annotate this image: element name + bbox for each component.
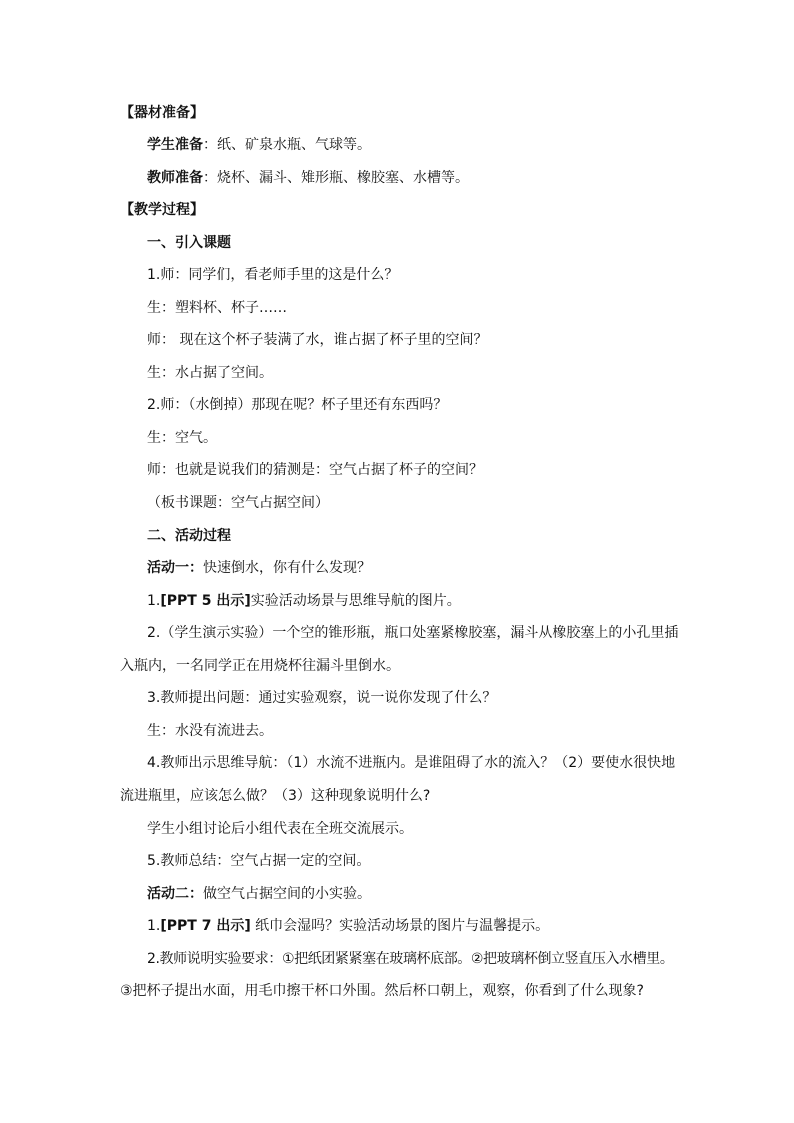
- part1-line: 生：空气。: [147, 430, 217, 446]
- a1-step1-line: [147, 591, 707, 611]
- a1-step2-line1: 2.（学生演示实验）一个空的锥形瓶，瓶口处塞紧橡胶塞，漏斗从橡胶塞上的小孔里插: [147, 625, 679, 641]
- student-prep-text: ：纸、矿泉水瓶、气球等。: [203, 137, 371, 153]
- activity2-line: [147, 884, 707, 904]
- part1-line: 师：也就是说我们的猜测是：空气占据了杯子的空间？: [147, 462, 483, 478]
- activity1-text: 快速倒水，你有什么发现？: [203, 560, 371, 576]
- part1-title: 一、引入课题: [147, 235, 231, 251]
- part1-line: 师： 现在这个杯子装满了水，谁占据了杯子里的空间？: [147, 332, 488, 348]
- activity1-line: [147, 558, 707, 578]
- a1-discuss: 学生小组讨论后小组代表在全班交流展示。: [147, 821, 413, 837]
- teacher-prep-line: [147, 168, 707, 188]
- part1-line: 生：塑料杯、杯子……: [147, 300, 287, 316]
- activity2-text: 做空气占据空间的小实验。: [203, 886, 371, 902]
- activity1-label: 活动一：: [147, 560, 203, 576]
- a1-step4-line2: 流进瓶里，应该怎么做？（3）这种现象说明什么?: [120, 788, 431, 804]
- a2-step2-line1: 2.教师说明实验要求：①把纸团紧紧塞在玻璃杯底部。②把玻璃杯倒立竖直压入水槽里。: [147, 951, 674, 967]
- a2-step1-line: [147, 916, 707, 936]
- part1-line: 2.师：（水倒掉）那现在呢？杯子里还有东西吗？: [147, 397, 448, 413]
- a1-step3: 3.教师提出问题：通过实验观察，说一说你发现了什么？: [147, 690, 497, 706]
- a1-answer: 生：水没有流进去。: [147, 723, 273, 739]
- process-heading: 【教学过程】: [120, 202, 204, 218]
- a2-step1-num: 1.: [147, 918, 161, 934]
- part2-title: 二、活动过程: [147, 528, 231, 544]
- student-prep-line: [147, 135, 707, 155]
- a1-step5: 5.教师总结：空气占据一定的空间。: [147, 853, 371, 869]
- ppt-tag: [PPT 5 出示]: [160, 593, 251, 609]
- a2-step1-text: 纸巾会湿吗？实验活动场景的图片与温馨提示。: [250, 918, 550, 934]
- teacher-prep-text: ：烧杯、漏斗、雉形瓶、橡胶塞、水槽等。: [203, 170, 469, 186]
- activity2-label: 活动二：: [147, 886, 203, 902]
- a1-step2-line2: 入瓶内，一名同学正在用烧杯往漏斗里倒水。: [120, 658, 400, 674]
- a1-step4-line1: 4.教师出示思维导航：（1）水流不进瓶内。是谁阻碍了水的流入？（2）要使水很快地: [147, 755, 676, 771]
- a2-step2-line2: ③把杯子提出水面，用毛巾擦干杯口外围。然后杯口朝上，观察，你看到了什么现象?: [120, 983, 644, 999]
- equipment-heading: 【器材准备】: [120, 105, 204, 121]
- a1-step1-num: 1.: [147, 593, 161, 609]
- part1-line: 1.师：同学们，看老师手里的这是什么？: [147, 267, 399, 283]
- ppt-tag: [PPT 7 出示]: [160, 918, 251, 934]
- board-title-note: （板书课题：空气占据空间）: [147, 495, 329, 511]
- a1-step1-text: 实验活动场景与思维导航的图片。: [250, 593, 461, 609]
- teacher-prep-label: 教师准备: [147, 170, 203, 186]
- part1-line: 生：水占据了空间。: [147, 365, 273, 381]
- student-prep-label: 学生准备: [147, 137, 203, 153]
